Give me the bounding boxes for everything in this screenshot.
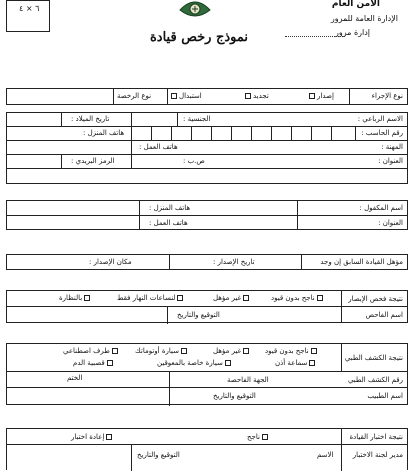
test-sign-date-label: التوقيع والتاريخ — [137, 451, 180, 459]
procedure-section — [6, 88, 408, 105]
computer-no-cells[interactable] — [131, 127, 355, 141]
gov-line-1: الأمن العام — [331, 0, 380, 9]
medical-option-automatic[interactable]: سيارة أوتوماتك — [135, 347, 189, 356]
procedure-option-issue[interactable]: إصدار — [307, 92, 334, 101]
license-type-label: نوع الرخصة — [117, 92, 152, 100]
vision-sign-date-label: التوقيع والتاريخ — [177, 311, 220, 319]
test-option-pass[interactable]: ناجح — [247, 433, 270, 442]
checkbox[interactable] — [317, 295, 323, 301]
prev-license-section — [6, 254, 408, 270]
checkbox[interactable] — [84, 295, 90, 301]
profession-label: المهنة : — [381, 143, 403, 151]
photo-size-label: ٦ × ٤ — [19, 4, 40, 13]
checkbox[interactable] — [309, 93, 315, 99]
medical-option-unfit[interactable]: غير مؤهل — [213, 347, 251, 356]
vision-section — [6, 290, 408, 323]
birthdate-label: تاريخ الميلاد : — [71, 115, 110, 123]
driving-test-section — [6, 428, 408, 470]
medical-sign-date-label: التوقيع والتاريخ — [213, 392, 256, 400]
computer-no-label: رقم الحاسب : — [361, 129, 403, 137]
home-phone-label: هاتف المنزل : — [83, 129, 125, 137]
checkbox[interactable] — [309, 360, 315, 366]
checkbox[interactable] — [107, 360, 113, 366]
checkbox[interactable] — [171, 93, 177, 99]
postal-code-label: الرمز البريدي : — [71, 157, 115, 165]
medical-section — [6, 343, 408, 405]
procedure-option-renew[interactable]: تجديد — [243, 92, 269, 101]
nationality-label: الجنسية : — [183, 115, 211, 123]
committee-head-label: مدير لجنة الاختبار — [352, 451, 403, 459]
issue-date-label: تاريخ الإصدار : — [213, 258, 255, 266]
vision-option-daytime[interactable]: لنساعات النهار فقط — [117, 294, 185, 303]
prev-license-label: مؤهل القيادة السابق إن وجد — [320, 258, 403, 266]
procedure-option-replace[interactable]: استبدال — [169, 92, 202, 101]
medical-option-disabled-car[interactable]: سيارة خاصة بالمعوقين — [157, 359, 233, 368]
personal-section — [6, 112, 408, 184]
address-label: العنوان : — [378, 157, 403, 165]
sponsor-home-phone-label: هاتف المنزل : — [149, 204, 191, 212]
medical-option-prosthetic[interactable]: طرف اصطناعي — [63, 347, 120, 356]
checkbox[interactable] — [262, 434, 268, 440]
checkbox[interactable] — [112, 348, 118, 354]
vision-option-unfit[interactable]: غير مؤهل — [213, 294, 251, 303]
test-result-label: نتيجة اختبار القيادة — [349, 433, 403, 441]
committee-name-label: الاسم — [317, 451, 334, 459]
checkbox[interactable] — [311, 348, 317, 354]
vision-result-label: نتيجة فحص الإبصار — [348, 295, 403, 303]
sponsor-address-label: العنوان : — [378, 219, 403, 227]
exam-authority-label: الجهة الفاحصة — [227, 376, 269, 384]
medical-option-pass[interactable]: ناجح بدون قيود — [265, 347, 319, 356]
medical-option-blood[interactable]: قصبية الدم — [73, 359, 115, 368]
checkbox[interactable] — [243, 295, 249, 301]
examiner-label: اسم الفاحص — [365, 311, 403, 319]
sponsor-work-phone-label: هاتف العمل : — [149, 219, 188, 227]
procedure-label: نوع الإجراء — [371, 92, 403, 100]
gov-line-2: الإدارة العامة للمرور — [330, 14, 398, 23]
stamp-label: الختم — [67, 374, 83, 382]
issue-place-label: مكان الإصدار : — [89, 258, 132, 266]
checkbox[interactable] — [243, 348, 249, 354]
checkbox[interactable] — [106, 434, 112, 440]
traffic-dept-line[interactable] — [285, 36, 345, 37]
gov-line-3: إدارة مرور — [334, 28, 370, 37]
test-option-retest[interactable]: إعادة اختبار — [71, 433, 114, 442]
checkbox[interactable] — [177, 295, 183, 301]
medical-no-label: رقم الكشف الطبي — [347, 376, 403, 384]
vision-option-pass[interactable]: ناجح بدون قيود — [271, 294, 325, 303]
checkbox[interactable] — [181, 348, 187, 354]
medical-result-label: نتيجة الكشف الطبي — [344, 354, 403, 362]
form-title: نموذج رخص قيادة — [150, 30, 249, 45]
medical-option-hearing-aid[interactable]: سماعة أذن — [275, 359, 317, 368]
checkbox[interactable] — [245, 93, 251, 99]
sponsor-section — [6, 200, 408, 230]
checkbox[interactable] — [225, 360, 231, 366]
emblem-logo — [178, 0, 212, 20]
vision-option-glasses[interactable]: بالنظارة — [59, 294, 92, 303]
pobox-label: ص.ب : — [183, 157, 205, 165]
work-phone-label: هاتف العمل : — [139, 143, 178, 151]
photo-box — [6, 0, 50, 32]
full-name-label: الاسم الرباعي : — [357, 115, 403, 123]
doctor-name-label: اسم الطبيب — [367, 392, 403, 400]
sponsor-name-label: اسم المكفول : — [359, 204, 403, 212]
